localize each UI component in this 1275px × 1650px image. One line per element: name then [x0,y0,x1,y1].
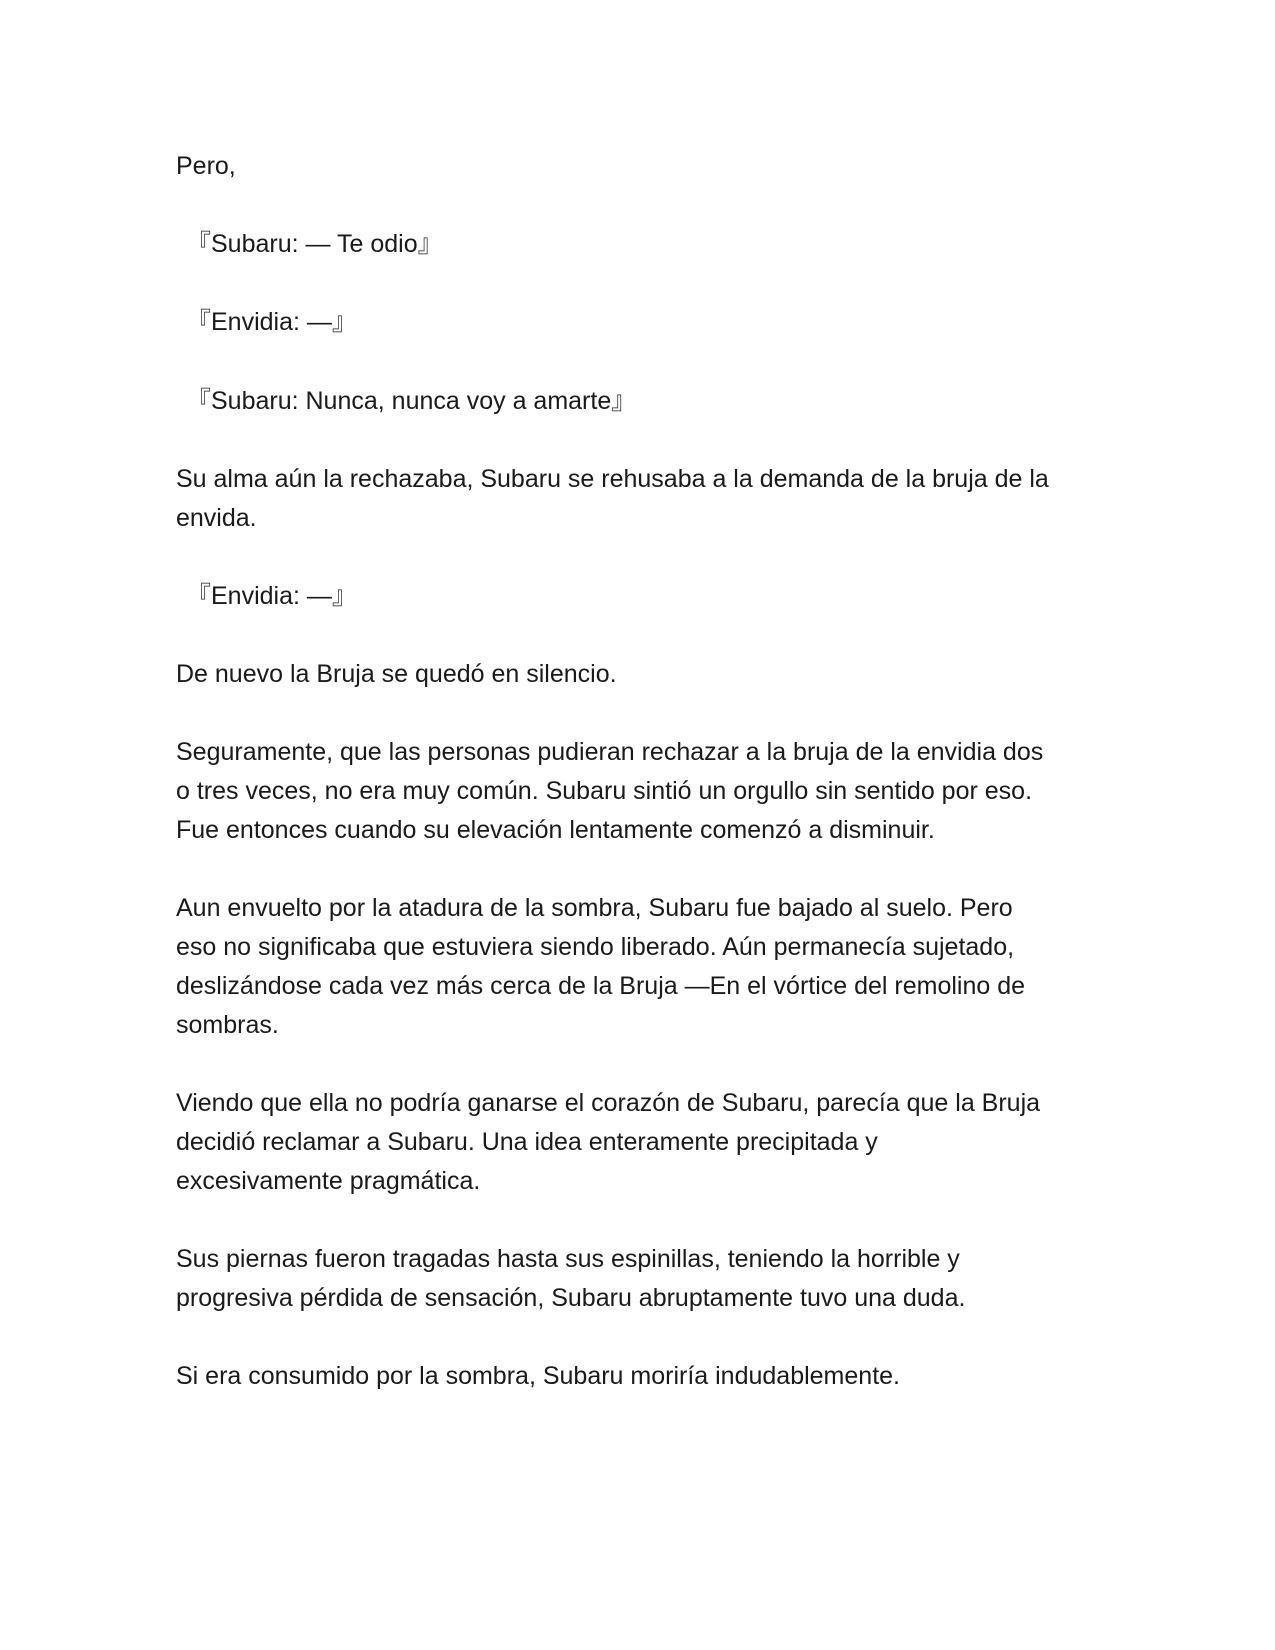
text-line: Seguramente, que las personas pudieran rechazar a la bruja de la envidia dos [176,738,1044,766]
dialogue-line: 『Envidia: —』 [186,308,357,336]
text-line: Fue entonces cuando su elevación lentamente comenzó a disminuir. [176,816,935,844]
text-line: decidió reclamar a Subaru. Una idea enteramente precipitada y [176,1128,878,1156]
text-line: Viendo que ella no podría ganarse el corazón de Subaru, parecía que la Bruja [176,1089,1041,1117]
text-line: excesivamente pragmática. [176,1167,481,1195]
text-line: envida. [176,504,257,532]
text-line: eso no significaba que estuviera siendo liberado. Aún permanecía sujetado, [176,933,1015,961]
text-line: progresiva pérdida de sensación, Subaru abruptamente tuvo una duda. [176,1284,966,1312]
text-line: sombras. [176,1011,279,1039]
text-line: De nuevo la Bruja se quedó en silencio. [176,660,617,688]
dialogue-line: 『Subaru: — Te odio』 [186,230,443,258]
text-line: Sus piernas fueron tragadas hasta sus espinillas, teniendo la horrible y [176,1245,960,1273]
text-line: o tres veces, no era muy común. Subaru sintió un orgullo sin sentido por eso. [176,777,1033,805]
text-line: Su alma aún la rechazaba, Subaru se rehusaba a la demanda de la bruja de la [176,465,1049,493]
dialogue-line: 『Subaru: Nunca, nunca voy a amarte』 [186,387,637,415]
text-line: deslizándose cada vez más cerca de la Bruja —En el vórtice del remolino de [176,972,1026,1000]
dialogue-line: 『Envidia: —』 [186,582,357,610]
text-line: Si era consumido por la sombra, Subaru moriría indudablemente. [176,1362,900,1390]
text-line: Pero, [176,152,236,180]
text-line: Aun envuelto por la atadura de la sombra, Subaru fue bajado al suelo. Pero [176,894,1013,922]
